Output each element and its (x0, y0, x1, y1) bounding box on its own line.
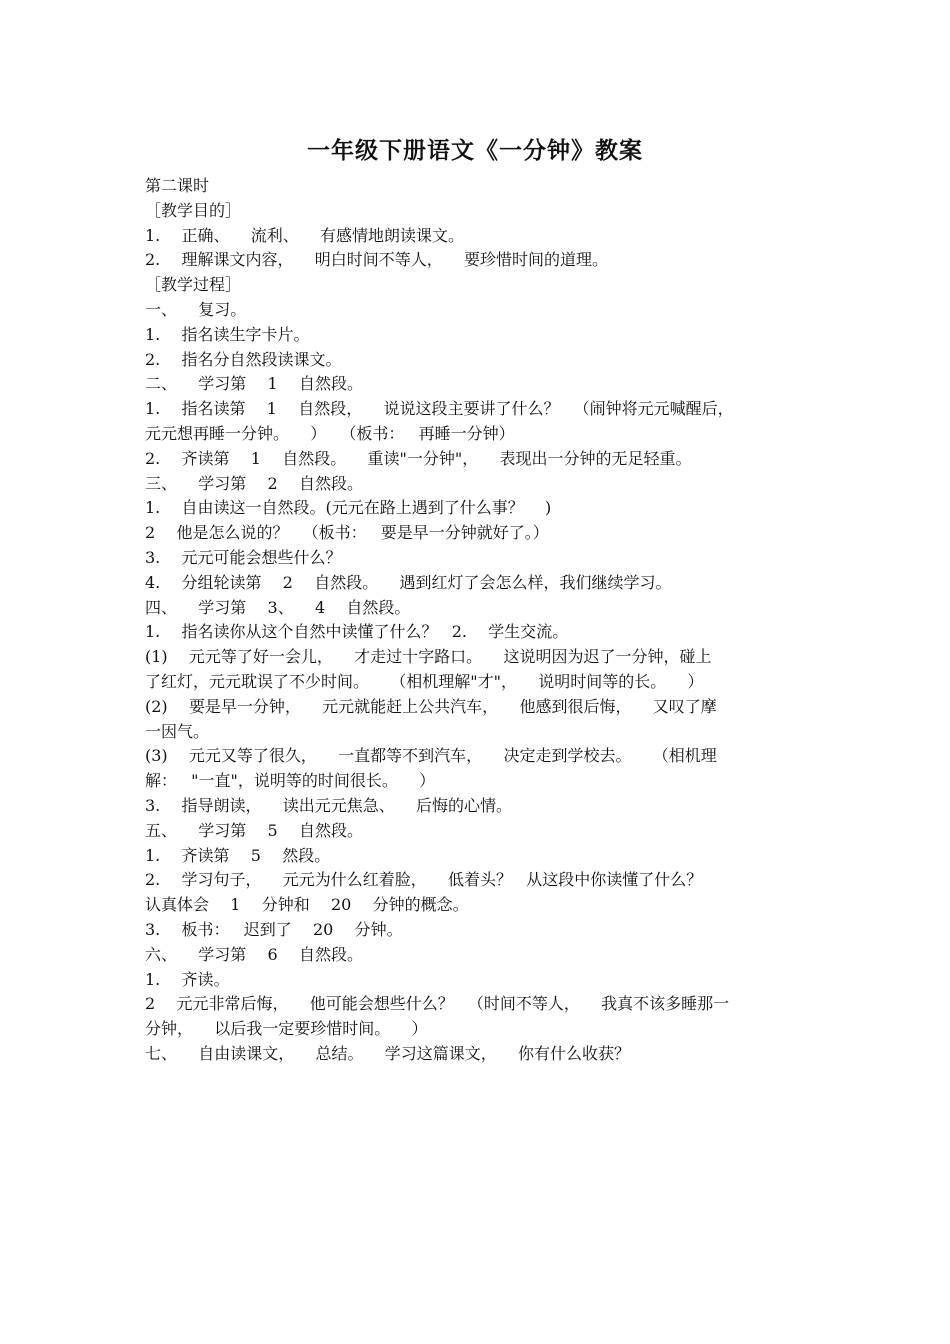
text-line: 3. 元元可能会想些什么？ (145, 547, 342, 567)
text-line: 四、 学习第 3、 4 自然段。 (145, 597, 411, 617)
text-line: 一因气。 (145, 721, 210, 741)
text-line: 一、 复习。 (145, 299, 247, 319)
text-line: 2 他是怎么说的？ （板书： 要是早一分钟就好了。） (145, 523, 549, 543)
text-line: 1. 指名读生字卡片。 (145, 324, 310, 344)
text-line: 分钟， 以后我一定要珍惜时间。 ） (145, 1019, 428, 1039)
text-line: 解： "一直"，说明等的时间很长。 ） (145, 771, 436, 791)
text-line: 第二课时 (145, 176, 210, 195)
text-line: 六、 学习第 6 自然段。 (145, 944, 363, 964)
text-line: 2. 指名分自然段读课文。 (145, 349, 342, 369)
document-title: 一年级下册语文《一分钟》教案 (307, 138, 643, 164)
text-line: 1. 齐读第 5 然段。 (145, 845, 331, 865)
text-line: 2 元元非常后悔， 他可能会想些什么？ （时间不等人， 我真不该多睡那一 (145, 994, 730, 1014)
text-line: 1. 自由读这一自然段。(元元在路上遇到了什么事？ ) (145, 498, 552, 518)
text-line: 3. 板书： 迟到了 20 分钟。 (145, 919, 403, 939)
text-line: 4. 分组轮读第 2 自然段。 遇到红灯了会怎么样，我们继续学习。 (145, 572, 672, 592)
text-line: 2. 学习句子， 元元为什么红着脸， 低着头？ 从这段中你读懂了什么？ (145, 870, 703, 890)
text-line: 3. 指导朗读， 读出元元焦急、 后悔的心情。 (145, 795, 513, 815)
text-line: (1) 元元等了好一会儿， 才走过十字路口。 这说明因为迟了一分钟，碰上 (145, 647, 712, 667)
text-line: 2. 齐读第 1 自然段。 重读"一分钟"， 表现出一分钟的无足轻重。 (145, 448, 692, 468)
text-line: 2. 理解课文内容， 明白时间不等人， 要珍惜时间的道理。 (145, 250, 609, 270)
text-line: 二、 学习第 1 自然段。 (145, 374, 363, 394)
text-line: (3) 元元又等了很久， 一直都等不到汽车， 决定走到学校去。 （相机理 (145, 746, 717, 766)
text-line: 1. 齐读。 (145, 969, 230, 989)
text-line: 三、 学习第 2 自然段。 (145, 473, 363, 493)
text-line: 认真体会 1 分钟和 20 分钟的概念。 (145, 895, 469, 915)
text-line: ［教学目的］ (145, 200, 242, 220)
text-line: 七、 自由读课文， 总结。 学习这篇课文， 你有什么收获？ (145, 1043, 631, 1063)
text-line: (2) 要是早一分钟， 元元就能赶上公共汽车， 他感到很后悔， 又叹了摩 (145, 696, 717, 716)
text-line: 1. 指名读第 1 自然段， 说说这段主要讲了什么？ （闹钟将元元喊醒后， (145, 399, 734, 419)
text-line: 1. 指名读你从这个自然中读懂了什么？ 2. 学生交流。 (145, 622, 569, 642)
text-line: 元元想再睡一分钟。 ） （板书： 再睡一分钟） (145, 423, 515, 443)
text-line: ［教学过程］ (145, 275, 242, 295)
text-line: 1. 正确、 流利、 有感情地朗读课文。 (145, 225, 465, 245)
text-line: 五、 学习第 5 自然段。 (145, 820, 363, 840)
document-body (145, 174, 810, 1067)
text-line: 了红灯，元元耽误了不少时间。 （相机理解"才"， 说明时间等的长。 ） (145, 671, 704, 691)
